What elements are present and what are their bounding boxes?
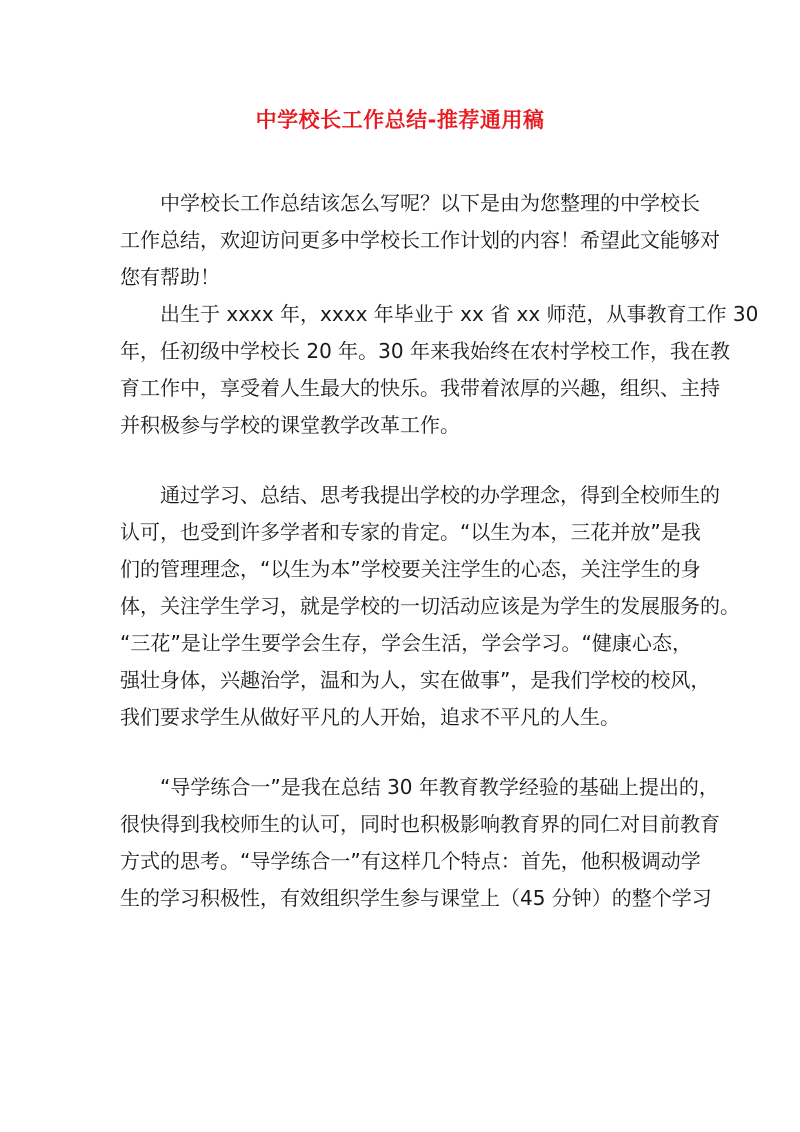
- paragraph-1-line-1: 中学校长工作总结该怎么写呢？以下是由为您整理的中学校长: [160, 191, 700, 215]
- document-title: 中学校长工作总结-推荐通用稿: [255, 108, 545, 132]
- paragraph-3-line-1: 通过学习、总结、思考我提出学校的办学理念，得到全校师生的: [160, 483, 720, 507]
- paragraph-3-line-5: “三花”是让学生要学会生存，学会生活，学会学习。“健康心态，: [120, 631, 692, 655]
- paragraph-1-line-2: 工作总结，欢迎访问更多中学校长工作计划的内容！希望此文能够对: [120, 228, 720, 252]
- paragraph-4-line-4: 生的学习积极性，有效组织学生参与课堂上（45 分钟）的整个学习: [120, 886, 712, 910]
- paragraph-3-line-3: 们的管理理念，“以生为本”学校要关注学生的心态，关注学生的身: [120, 557, 701, 581]
- paragraph-4-line-2: 很快得到我校师生的认可，同时也积极影响教育界的同仁对目前教育: [120, 812, 720, 836]
- paragraph-2-line-3: 育工作中，享受着人生最大的快乐。我带着浓厚的兴趣，组织、主持: [120, 376, 720, 400]
- paragraph-3-line-4: 体，关注学生学习，就是学校的一切活动应该是为学生的发展服务的。: [120, 594, 740, 618]
- paragraph-3-line-2: 认可，也受到许多学者和专家的肯定。“以生为本，三花并放”是我: [120, 520, 701, 544]
- paragraph-spacer: [120, 736, 692, 769]
- paragraph-1-line-3: 您有帮助！: [120, 265, 220, 289]
- paragraph-3-line-6: 强壮身体，兴趣治学，温和为人，实在做事”，是我们学校的校风，: [120, 668, 711, 692]
- paragraph-4-line-3: 方式的思考。“导学练合一”有这样几个特点：首先，他积极调动学: [120, 849, 701, 873]
- paragraph-3-line-7: 我们要求学生从做好平凡的人开始，追求不平凡的人生。: [120, 705, 620, 729]
- paragraph-spacer: [120, 444, 692, 477]
- paragraph-2-line-4: 并积极参与学校的课堂教学改革工作。: [120, 413, 460, 437]
- document-body: [120, 185, 759, 917]
- paragraph-2-line-2: 年，任初级中学校长 20 年。30 年来我始终在农村学校工作，我在教: [120, 339, 730, 363]
- paragraph-2-line-1: 出生于 xxxx 年，xxxx 年毕业于 xx 省 xx 师范，从事教育工作 30: [160, 302, 759, 326]
- paragraph-4-line-1: “导学练合一”是我在总结 30 年教育教学经验的基础上提出的，: [160, 775, 719, 799]
